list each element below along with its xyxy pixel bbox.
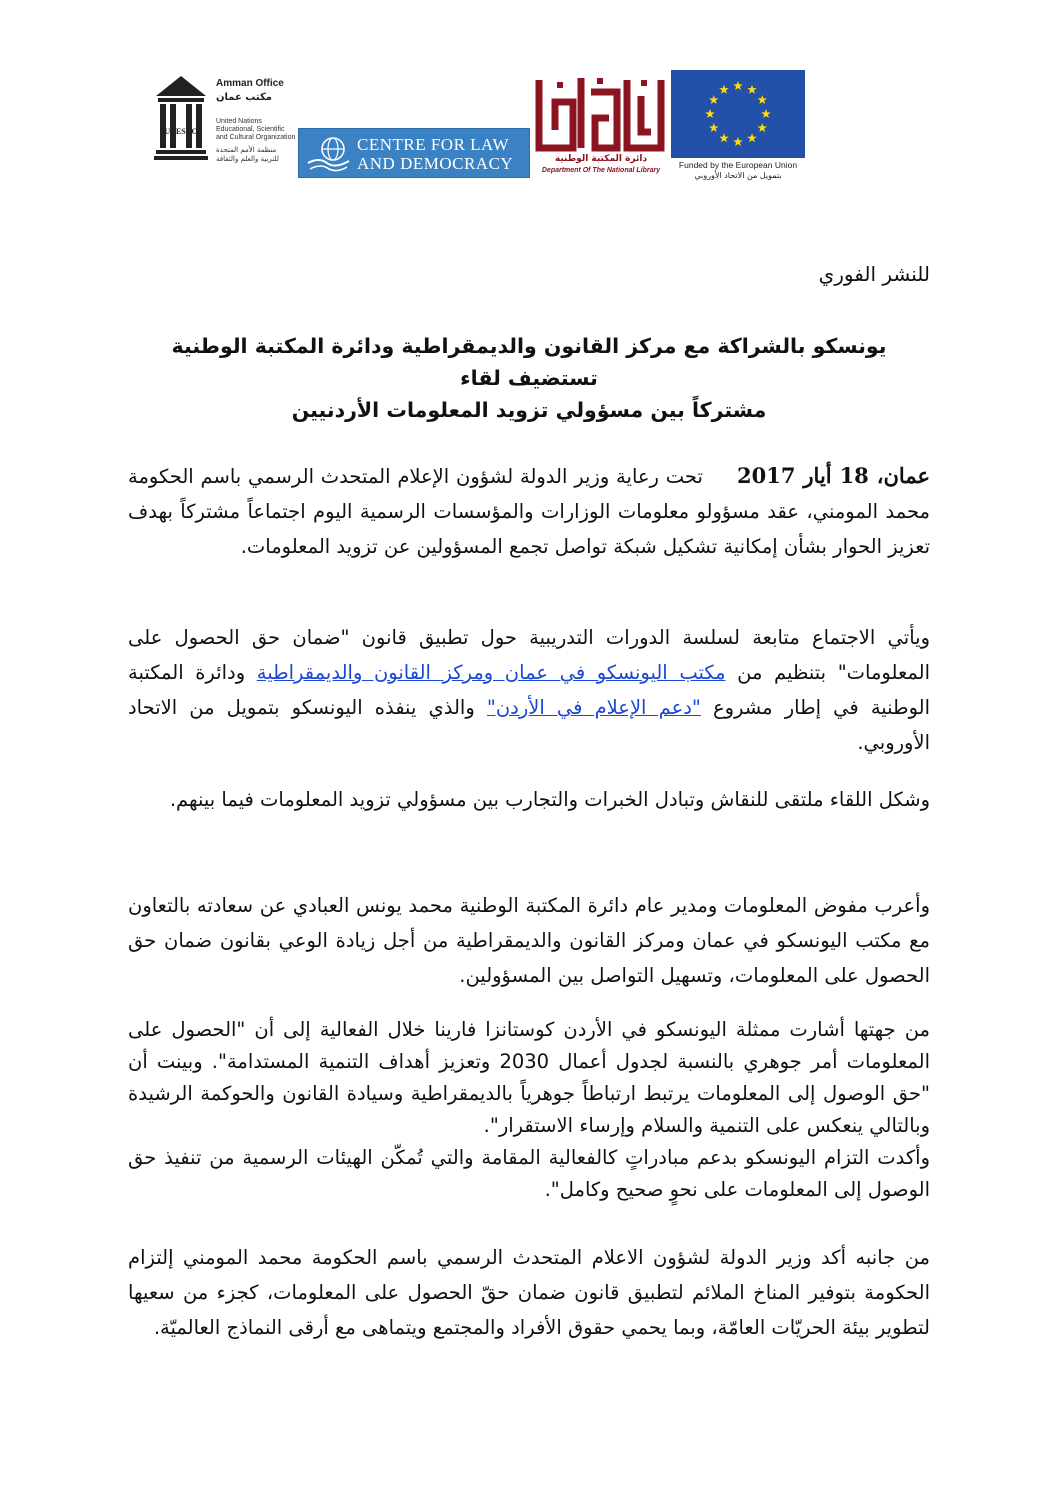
eu-star-icon [757, 123, 767, 132]
headline-line-1: يونسكو بالشراكة مع مركز القانون والديمقراطية ودائرة المكتبة الوطنية تستضيف لقاء [171, 334, 887, 390]
paragraph-2-part-3: والذي ينفذه اليونسكو بتمويل من الاتحاد الأوروبي. [128, 696, 930, 754]
cld-name-line1: CENTRE FOR LAW [357, 135, 510, 154]
national-library-logo [531, 74, 671, 178]
hands-globe-icon [305, 133, 351, 175]
unesco-temple-icon [152, 68, 210, 172]
eu-funding-caption-en: Funded by the European Union [678, 160, 798, 170]
paragraph-2-part-2: ودائرة المكتبة الوطنية في إطار مشروع [128, 661, 930, 719]
paragraph-6: من جانبه أكد وزير الدولة لشؤون الاعلام المتحدث الرسمي باسم الحكومة محمد المومني إلتزام الحكومة بتوفير المناخ الملائم لتطبيق قانون ضمان حقّ الحصول على المعلومات، كجزء من سعيها لتطوير بيئة الحريّات العامّة، وبما يحمي حقوق الأفراد والمجتمع ويتماهى مع أرقى النماذج العالميّة. [128, 1246, 930, 1339]
paragraph-2-part-1: ويأتي الاجتماع متابعة لسلسة الدورات التدريبية حول تطبيق قانون "ضمان حق الحصول على المعلومات" بتنظيم من [128, 626, 930, 684]
eu-star-icon [733, 137, 743, 146]
national-library-name-ar: دائرة المكتبة الوطنية [554, 154, 648, 164]
paragraph-5 [128, 1014, 930, 1206]
unesco-org-en: United Nations Educational, Scientific and Cultural Organization [216, 118, 296, 141]
eu-flag-icon [671, 70, 805, 158]
eu-star-icon [709, 95, 719, 104]
unesco-office-ar: مكتب عمان [216, 92, 272, 103]
eu-logo [671, 70, 805, 182]
unesco-logo [152, 62, 298, 178]
release-label: للنشر الفوري [818, 262, 930, 286]
eu-star-icon [719, 85, 729, 94]
headline-line-2: مشتركاً بين مسؤولي تزويد المعلومات الأردنيين [291, 398, 767, 422]
unesco-wordmark: UNESCO [164, 127, 198, 136]
paragraph-1 [128, 458, 930, 564]
unesco-office-en: Amman Office [216, 78, 284, 89]
paragraph-1-text: تحت رعاية وزير الدولة لشؤون الإعلام المتحدث الرسمي باسم الحكومة محمد المومني، عقد مسؤولو معلومات الوزارات والمؤسسات الرسمية اليوم اجتماعاً مشتركاً بهدف تعزيز الحوار بشأن إمكانية تشكيل شبكة تواصل تجمع المسؤولين عن تزويد المعلومات. [128, 465, 930, 558]
unesco-cld-link[interactable]: مكتب اليونسكو في عمان ومركز القانون والديمقراطية [256, 661, 726, 684]
eu-star-icon [705, 109, 715, 118]
eu-star-icon [719, 133, 729, 142]
eu-star-icon [757, 95, 767, 104]
national-library-name-en: Department Of The National Library [541, 167, 661, 174]
paragraph-5-b: وأكدت التزام اليونسكو بدعم مبادراتٍ كالفعالية المقامة والتي تُمكّن الهيئات الرسمية من تنفيذ حق الوصول إلى المعلومات على نحوٍ صحيح وكامل". [128, 1146, 930, 1201]
cld-name-line2: AND DEMOCRACY [357, 154, 514, 173]
dateline: عمان، 18 أيار 2017 [737, 463, 930, 488]
eu-funding-caption-ar: بتمويل من الاتحاد الأوروبي [694, 171, 782, 180]
national-library-calligraphy-icon [533, 74, 667, 154]
paragraph-3: وشكل اللقاء ملتقى للنقاش وتبادل الخبرات والتجارب بين مسؤولي تزويد المعلومات فيما بينهم. [169, 788, 930, 811]
media-support-project-link[interactable]: "دعم الإعلام في الأردن" [486, 696, 701, 719]
headline [128, 330, 930, 426]
cld-logo [298, 128, 530, 178]
unesco-org-ar: منظمة الأمم المتحدة للتربية والعلم والثقافة [216, 146, 279, 163]
eu-star-icon [747, 85, 757, 94]
eu-star-icon [733, 81, 743, 90]
paragraph-5-a: من جهتها أشارت ممثلة اليونسكو في الأردن كوستانزا فارينا خلال الفعالية إلى أن "الحصول على المعلومات أمر جوهري بالنسبة لجدول أعمال 2030 وتعزيز أهداف التنمية المستدامة". وبينت أن "حق الوصول إلى المعلومات يرتبط ارتباطاً جوهرياً بالديمقراطية وسيادة القانون والحوكمة الرشيدة وبالتالي ينعكس على التنمية والسلام وإرساء الاستقرار". [128, 1018, 930, 1137]
eu-star-icon [761, 109, 771, 118]
paragraph-2 [128, 620, 930, 760]
eu-star-icon [747, 133, 757, 142]
eu-star-icon [709, 123, 719, 132]
paragraph-4: وأعرب مفوض المعلومات ومدير عام دائرة المكتبة الوطنية محمد يونس العبادي عن سعادته بالتعاون مع مكتب اليونسكو في عمان ومركز القانون والديمقراطية من أجل زيادة الوعي بقانون ضمان حق الحصول على المعلومات، وتسهيل التواصل بين المسؤولين. [128, 894, 930, 987]
